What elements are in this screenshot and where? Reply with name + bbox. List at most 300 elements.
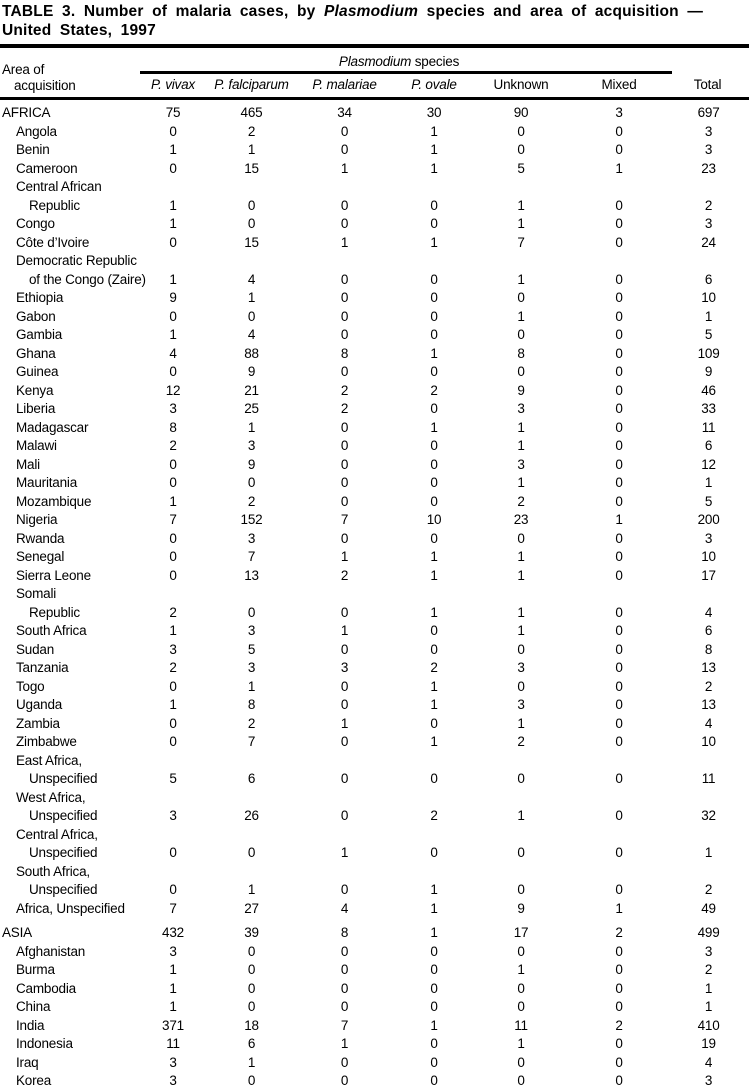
cell-p-ovale: 0 — [430, 1054, 438, 1070]
cell-p-vivax: 0 — [169, 308, 177, 324]
table-row — [0, 289, 749, 308]
cell-p-falciparum: 0 — [247, 980, 256, 996]
cell-unknown: 3 — [517, 401, 525, 416]
table-row — [0, 918, 749, 943]
cell-mixed: 0 — [615, 845, 623, 860]
cell-p-ovale: 1 — [430, 1017, 438, 1033]
cell-p-vivax: 1 — [169, 216, 177, 231]
cell-mixed: 0 — [615, 697, 623, 712]
table-row — [0, 493, 749, 512]
cell-p-vivax: 1 — [169, 327, 177, 342]
cell-p-vivax: 3 — [169, 1073, 177, 1088]
row-label: Korea — [16, 1073, 52, 1088]
cell-mixed: 0 — [615, 604, 623, 620]
cell-p-ovale: 2 — [430, 808, 438, 823]
cell-p-malariae: 7 — [340, 512, 349, 527]
row-label: Guinea — [16, 364, 59, 379]
cell-p-falciparum: 465 — [240, 105, 263, 120]
cell-total: 109 — [697, 345, 720, 361]
cell-p-ovale: 0 — [430, 980, 438, 996]
cell-p-vivax: 1 — [169, 197, 177, 213]
cell-unknown: 1 — [517, 962, 525, 977]
row-label: Central African Republic — [16, 179, 102, 213]
cell-p-falciparum: 39 — [244, 925, 259, 940]
table-row — [0, 1054, 749, 1073]
row-label: Burma — [16, 962, 55, 977]
row-label: Mali — [16, 456, 40, 472]
cell-total: 3 — [704, 1073, 713, 1088]
cell-unknown: 1 — [517, 308, 525, 324]
column-header-p-vivax: P. vivax — [140, 73, 206, 99]
table-row — [0, 234, 749, 253]
cell-unknown: 0 — [517, 123, 525, 139]
row-label: Democratic Republic of the Congo (Zaire) — [16, 253, 146, 287]
cell-unknown: 3 — [517, 456, 525, 472]
cell-total: 1 — [704, 308, 713, 324]
cell-p-falciparum: 5 — [247, 641, 256, 657]
cell-p-falciparum: 7 — [247, 549, 256, 564]
cell-p-ovale: 0 — [430, 197, 438, 213]
cell-mixed: 0 — [615, 567, 623, 583]
cell-unknown: 1 — [517, 623, 525, 638]
table-row — [0, 141, 749, 160]
cell-unknown: 3 — [517, 660, 525, 675]
cell-mixed: 0 — [615, 1073, 623, 1088]
cell-p-vivax: 3 — [169, 808, 177, 823]
row-label: ASIA — [2, 925, 32, 940]
cell-p-malariae: 2 — [340, 382, 349, 398]
cell-unknown: 9 — [517, 900, 525, 916]
cell-p-malariae: 0 — [340, 882, 349, 897]
cell-mixed: 0 — [615, 364, 623, 379]
cell-p-malariae: 0 — [340, 771, 349, 786]
title-text-suffix: species and area of acquisition — — [418, 3, 704, 20]
table-row — [0, 178, 749, 215]
cell-total: 4 — [704, 604, 713, 620]
cell-p-malariae: 0 — [340, 962, 349, 977]
table-row — [0, 678, 749, 697]
group-header-plasmodium-species — [140, 46, 672, 73]
cell-p-falciparum: 15 — [244, 234, 259, 250]
group-header-italic: Plasmodium — [338, 54, 412, 69]
cell-p-vivax: 1 — [169, 962, 177, 977]
cell-mixed: 0 — [615, 456, 623, 472]
table-row — [0, 1017, 749, 1036]
cell-mixed: 1 — [615, 160, 623, 176]
row-label: Sudan — [16, 641, 55, 657]
cell-p-malariae: 1 — [340, 549, 349, 564]
cell-p-malariae: 0 — [340, 438, 349, 453]
row-label: Zimbabwe — [16, 734, 77, 749]
column-header-p-malariae: P. malariae — [297, 73, 392, 99]
row-label: Congo — [16, 216, 55, 231]
table-row — [0, 160, 749, 179]
cell-total: 499 — [697, 925, 720, 940]
table-row — [0, 567, 749, 586]
cell-unknown: 1 — [517, 549, 525, 564]
cell-p-malariae: 0 — [340, 1073, 349, 1088]
cell-p-malariae: 0 — [340, 475, 349, 490]
cell-mixed: 0 — [615, 641, 623, 657]
cell-p-vivax: 1 — [169, 493, 177, 509]
cell-total: 4 — [704, 715, 713, 731]
cell-p-ovale: 0 — [430, 290, 438, 305]
cell-total: 10 — [701, 549, 716, 564]
cell-p-vivax: 3 — [169, 401, 177, 416]
row-label: Malawi — [16, 438, 57, 453]
cell-unknown: 0 — [517, 980, 525, 996]
cell-p-vivax: 3 — [169, 1054, 177, 1070]
cell-mixed: 0 — [615, 475, 623, 490]
cell-unknown: 7 — [517, 234, 525, 250]
column-header-area-of-acquisition — [0, 46, 140, 99]
cell-p-vivax: 0 — [169, 734, 177, 749]
cell-p-falciparum: 3 — [247, 660, 256, 675]
title-italic-plasmodium: Plasmodium — [323, 3, 419, 20]
table-row — [0, 622, 749, 641]
row-label: Rwanda — [16, 530, 65, 546]
cell-unknown: 1 — [517, 715, 525, 731]
cell-p-vivax: 1 — [169, 999, 177, 1014]
cell-p-malariae: 0 — [340, 980, 349, 996]
cell-total: 200 — [697, 512, 720, 527]
table-row — [0, 943, 749, 962]
cell-total: 23 — [701, 160, 716, 176]
cell-p-ovale: 1 — [430, 900, 438, 916]
cell-mixed: 2 — [615, 925, 623, 940]
cell-total: 24 — [701, 234, 716, 250]
cell-p-vivax: 9 — [169, 290, 177, 305]
cell-p-ovale: 1 — [430, 734, 438, 749]
cell-p-ovale: 0 — [430, 943, 438, 959]
cell-mixed: 0 — [615, 549, 623, 564]
cell-p-falciparum: 6 — [247, 1036, 256, 1051]
table-row — [0, 123, 749, 142]
cell-p-falciparum: 7 — [247, 734, 256, 749]
cell-mixed: 0 — [615, 771, 623, 786]
cell-unknown: 0 — [517, 1073, 525, 1088]
row-label: Afghanistan — [16, 943, 86, 959]
row-label: Indonesia — [16, 1036, 73, 1051]
table-row — [0, 456, 749, 475]
table-header — [0, 46, 749, 99]
cell-total: 6 — [704, 271, 713, 287]
cell-unknown: 1 — [517, 271, 525, 287]
cell-unknown: 0 — [517, 1054, 525, 1070]
cell-total: 1 — [704, 980, 713, 996]
cell-p-vivax: 1 — [169, 697, 177, 712]
cell-p-ovale: 0 — [430, 1073, 438, 1088]
row-label: Cameroon — [16, 160, 78, 176]
cell-mixed: 0 — [615, 1036, 623, 1051]
row-label: Côte d’Ivoire — [16, 234, 90, 250]
cell-mixed: 2 — [615, 1017, 623, 1033]
cell-p-malariae: 0 — [340, 697, 349, 712]
cell-p-vivax: 1 — [169, 271, 177, 287]
cell-p-malariae: 0 — [340, 123, 349, 139]
cell-unknown: 0 — [517, 678, 525, 694]
cell-total: 49 — [701, 900, 716, 916]
column-header-total: Total — [672, 46, 749, 99]
cell-p-falciparum: 2 — [247, 715, 256, 731]
cell-mixed: 0 — [615, 419, 623, 435]
table-row — [0, 530, 749, 549]
cell-p-ovale: 0 — [430, 271, 438, 287]
cell-p-malariae: 4 — [340, 900, 349, 916]
cell-p-vivax: 0 — [169, 882, 177, 897]
row-label: Mozambique — [16, 493, 92, 509]
cell-p-falciparum: 0 — [247, 475, 256, 490]
row-label: Nigeria — [16, 512, 58, 527]
cell-p-vivax: 7 — [169, 900, 177, 916]
cell-p-ovale: 2 — [430, 660, 438, 675]
cell-p-malariae: 0 — [340, 604, 349, 620]
row-label: Cambodia — [16, 980, 76, 996]
cell-p-falciparum: 0 — [247, 308, 256, 324]
cell-p-malariae: 34 — [337, 105, 352, 120]
cell-total: 10 — [701, 290, 716, 305]
malaria-cases-table — [0, 44, 749, 1091]
row-label: Uganda — [16, 697, 63, 712]
cell-p-malariae: 0 — [340, 456, 349, 472]
cell-p-falciparum: 1 — [247, 419, 256, 435]
cell-p-falciparum: 88 — [244, 345, 259, 361]
cell-p-falciparum: 0 — [247, 845, 256, 860]
title-text: TABLE 3. Number of malaria cases, by — [2, 3, 324, 20]
cell-total: 2 — [704, 678, 713, 694]
cell-p-ovale: 1 — [430, 882, 438, 897]
cell-p-ovale: 0 — [430, 308, 438, 324]
cell-p-ovale: 0 — [430, 364, 438, 379]
cell-total: 46 — [701, 382, 716, 398]
row-label: South Africa — [16, 623, 87, 638]
row-label: Gambia — [16, 327, 63, 342]
cell-p-falciparum: 4 — [247, 271, 256, 287]
row-label: Benin — [16, 142, 50, 157]
cell-mixed: 0 — [615, 715, 623, 731]
cell-total: 6 — [704, 623, 713, 638]
row-label: Ghana — [16, 345, 56, 361]
cell-total: 6 — [704, 438, 713, 453]
cell-p-malariae: 0 — [340, 308, 349, 324]
table-row — [0, 215, 749, 234]
cell-p-falciparum: 2 — [247, 123, 256, 139]
cell-unknown: 1 — [517, 438, 525, 453]
cell-p-falciparum: 3 — [247, 438, 256, 453]
table-row — [0, 419, 749, 438]
cell-total: 4 — [704, 1054, 713, 1070]
cell-unknown: 1 — [517, 1036, 525, 1051]
cell-total: 3 — [704, 142, 713, 157]
table-row — [0, 998, 749, 1017]
row-label: Senegal — [16, 549, 65, 564]
cell-total: 13 — [701, 660, 716, 675]
cell-p-falciparum: 0 — [247, 1073, 256, 1088]
cell-unknown: 2 — [517, 493, 525, 509]
cell-p-falciparum: 9 — [247, 456, 256, 472]
table-row — [0, 961, 749, 980]
table-row — [0, 826, 749, 863]
cell-p-ovale: 0 — [430, 530, 438, 546]
cell-p-malariae: 0 — [340, 808, 349, 823]
cell-unknown: 0 — [517, 771, 525, 786]
cell-total: 11 — [701, 771, 716, 786]
row-label: Gabon — [16, 308, 56, 324]
cell-mixed: 0 — [615, 734, 623, 749]
cell-p-falciparum: 0 — [247, 216, 256, 231]
cell-mixed: 0 — [615, 678, 623, 694]
column-header-unknown: Unknown — [476, 73, 566, 99]
table-row — [0, 382, 749, 401]
column-header-mixed: Mixed — [566, 73, 672, 99]
cell-p-malariae: 2 — [340, 567, 349, 583]
cell-p-vivax: 2 — [169, 438, 177, 453]
cell-p-ovale: 1 — [430, 567, 438, 583]
cell-p-vivax: 75 — [165, 105, 181, 120]
cell-p-vivax: 0 — [169, 530, 177, 546]
cell-p-malariae: 0 — [340, 327, 349, 342]
cell-p-vivax: 0 — [169, 234, 177, 250]
cell-unknown: 1 — [517, 475, 525, 490]
cell-total: 9 — [704, 364, 713, 379]
cell-unknown: 5 — [517, 160, 525, 176]
cell-p-vivax: 1 — [169, 142, 177, 157]
cell-p-ovale: 1 — [430, 604, 438, 620]
cell-unknown: 1 — [517, 419, 525, 435]
cell-p-falciparum: 1 — [247, 882, 256, 897]
cell-total: 3 — [704, 216, 713, 231]
cell-p-malariae: 0 — [340, 493, 349, 509]
cell-p-vivax: 4 — [169, 345, 177, 361]
cell-p-ovale: 0 — [430, 475, 438, 490]
cell-total: 3 — [704, 530, 713, 546]
cell-p-falciparum: 1 — [247, 678, 256, 694]
cell-p-ovale: 0 — [430, 438, 438, 453]
cell-p-ovale: 0 — [430, 771, 438, 786]
table-row — [0, 363, 749, 382]
cell-mixed: 0 — [615, 308, 623, 324]
cell-unknown: 0 — [517, 845, 525, 860]
cell-p-malariae: 7 — [340, 1017, 349, 1033]
cell-p-malariae: 0 — [340, 271, 349, 287]
table-row — [0, 980, 749, 999]
cell-mixed: 0 — [615, 999, 623, 1014]
cell-total: 2 — [704, 882, 713, 897]
cell-unknown: 0 — [517, 327, 525, 342]
cell-p-vivax: 3 — [169, 641, 177, 657]
cell-mixed: 0 — [615, 530, 623, 546]
row-label: Iraq — [16, 1054, 39, 1070]
cell-p-falciparum: 21 — [244, 382, 259, 398]
cell-unknown: 0 — [517, 364, 525, 379]
cell-unknown: 0 — [517, 882, 525, 897]
table-row — [0, 345, 749, 364]
cell-p-vivax: 0 — [169, 123, 177, 139]
cell-p-ovale: 0 — [430, 845, 438, 860]
row-label: Ethiopia — [16, 290, 64, 305]
cell-p-malariae: 2 — [340, 401, 349, 416]
cell-p-vivax: 0 — [169, 567, 177, 583]
cell-p-malariae: 0 — [340, 142, 349, 157]
cell-total: 32 — [701, 808, 716, 823]
cell-p-falciparum: 9 — [247, 364, 256, 379]
cell-p-ovale: 1 — [430, 925, 438, 940]
cell-p-vivax: 371 — [162, 1017, 184, 1033]
table-row — [0, 548, 749, 567]
cell-p-ovale: 0 — [430, 999, 438, 1014]
group-header-row — [0, 46, 749, 73]
cell-p-falciparum: 6 — [247, 771, 256, 786]
cell-total: 5 — [704, 493, 713, 509]
cell-mixed: 0 — [615, 493, 623, 509]
cell-p-falciparum: 0 — [247, 962, 256, 977]
cell-p-malariae: 0 — [340, 641, 349, 657]
table-title-line1 — [2, 3, 749, 22]
cell-p-ovale: 1 — [430, 678, 438, 694]
row-label: Mauritania — [16, 475, 78, 490]
cell-mixed: 0 — [615, 401, 623, 416]
table-row — [0, 474, 749, 493]
cell-mixed: 0 — [615, 660, 623, 675]
cell-unknown: 1 — [517, 197, 525, 213]
row-label: Zambia — [16, 715, 60, 731]
cell-unknown: 17 — [513, 925, 529, 940]
cell-p-malariae: 3 — [340, 660, 349, 675]
cell-mixed: 0 — [615, 123, 623, 139]
cell-mixed: 0 — [615, 327, 623, 342]
cell-p-vivax: 1 — [169, 980, 177, 996]
cell-total: 17 — [701, 567, 716, 583]
cell-unknown: 23 — [513, 512, 529, 527]
cell-p-malariae: 0 — [340, 419, 349, 435]
cell-p-vivax: 3 — [169, 943, 177, 959]
cell-p-ovale: 1 — [430, 123, 438, 139]
cell-p-vivax: 1 — [169, 623, 177, 638]
table-row — [0, 252, 749, 289]
cell-p-falciparum: 25 — [244, 401, 259, 416]
cell-p-ovale: 0 — [430, 216, 438, 231]
table-row — [0, 715, 749, 734]
cell-p-ovale: 30 — [426, 105, 442, 120]
row-label: Madagascar — [16, 419, 89, 435]
cell-p-ovale: 0 — [430, 962, 438, 977]
cell-p-vivax: 0 — [169, 678, 177, 694]
cell-unknown: 0 — [517, 641, 525, 657]
row-label: Kenya — [16, 382, 54, 398]
cell-p-ovale: 1 — [430, 142, 438, 157]
cell-mixed: 0 — [615, 808, 623, 823]
cell-p-ovale: 2 — [430, 382, 438, 398]
table-row — [0, 1035, 749, 1054]
cell-p-ovale: 0 — [430, 641, 438, 657]
cell-p-falciparum: 1 — [247, 290, 256, 305]
cell-mixed: 0 — [615, 234, 623, 250]
cell-p-malariae: 0 — [340, 197, 349, 213]
cell-p-vivax: 2 — [169, 660, 177, 675]
cell-mixed: 0 — [615, 271, 623, 287]
row-label: West Africa, Unspecified — [16, 789, 98, 823]
cell-p-ovale: 0 — [430, 327, 438, 342]
cell-p-malariae: 0 — [340, 216, 349, 231]
cell-total: 1 — [704, 999, 713, 1014]
cell-p-ovale: 0 — [430, 493, 438, 509]
row-label: South Africa, Unspecified — [16, 863, 98, 897]
table-row — [0, 863, 749, 900]
cell-total: 13 — [701, 697, 716, 712]
cell-p-malariae: 0 — [340, 734, 349, 749]
cell-unknown: 2 — [517, 734, 525, 749]
cell-mixed: 0 — [615, 216, 623, 231]
